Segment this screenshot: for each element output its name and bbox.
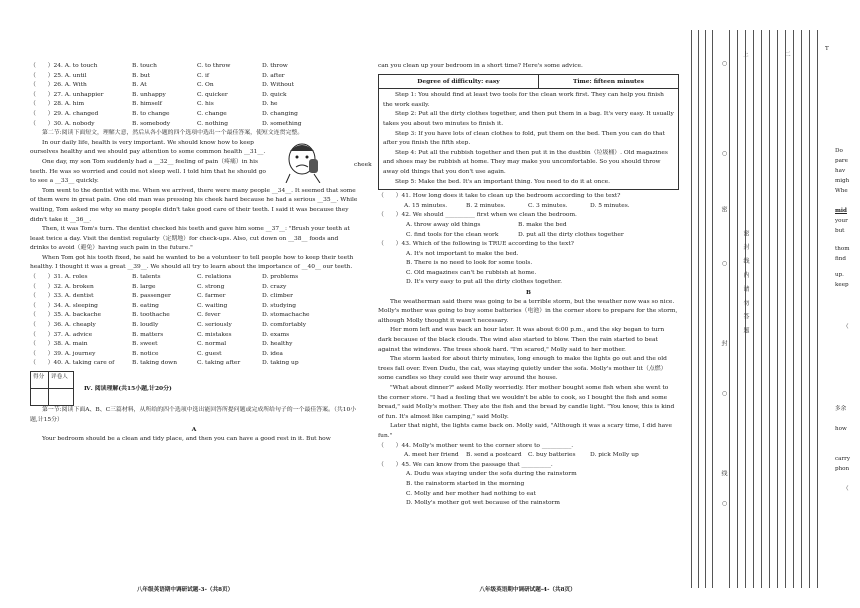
next-page-fragment: hav — [835, 168, 846, 174]
paragraph: The weatherman said there was going to be a terrible storm, but the weather now was so nice. Molly's mother was going to buy some batteries（电池）in the corner store to prepare for the storm, although Molly thought it wasn't necessary. — [378, 298, 678, 324]
next-page-fragment: Do — [835, 148, 843, 154]
binding-line — [712, 30, 713, 588]
paragraph: "What about dinner?" asked Molly worriedly. Her mother bought some fish when she went to the corner store. "I had a feeling that we wouldn't be able to cook, so I bought the fish and some bread," said Molly's mother. They ate the fish and the bread by candle light. "You know, this is kind of fun. It's almost like camping," said Molly. — [378, 385, 675, 420]
step: Step 3: If you have lots of clean clothes to fold, put them on the bed. Then you can do that after you finish the fifth step. — [383, 130, 665, 147]
next-page-fragment: migh — [835, 178, 850, 184]
paragraph: Tom went to the dentist with me. When we arrived, there were many people __34__. It seemed that some of them were in great pain. One old man was pressing his cheek hard because he had a serious __35__. While waiting, Tom asked me why so many people didn't take good care of their teeth. I said it was because they didn't take it __36__. — [30, 187, 358, 223]
option-row: （ ）26. A. With B. At C. On D. Without — [30, 82, 294, 89]
cheek-label: cheek — [354, 161, 372, 168]
binding-line — [793, 30, 794, 588]
section-4-title: Ⅳ. 阅读理解(共15小题,计20分) — [84, 384, 172, 392]
paragraph: In our daily life, health is very important. We should know how to keep ourselves healthy and we should pay attention to some common health __31__. — [30, 139, 266, 156]
next-page-fragment: T — [825, 46, 829, 52]
next-page-fragment: phon — [835, 466, 850, 472]
cut-mark: ○ — [721, 260, 728, 267]
page-footer: 八年级英语期中调研试题-3-（共8页） — [136, 587, 234, 594]
page-footer: 八年级英语期中调研试题-4-（共8页） — [479, 587, 576, 594]
time-cell: Time: fifteen minutes — [538, 74, 678, 89]
question-45: （ ）45. We can know from the passage that __________. — [378, 461, 553, 468]
question-44-options: A. meet her friend B. send a postcard C. buy batteries D. pick Molly up — [404, 452, 639, 459]
option-row: （ ）27. A. unhappier B. unhappy C. quicker D. quick — [30, 91, 287, 98]
next-page-fragment: keep — [835, 282, 849, 288]
paragraph: Then, it was Tom's turn. The dentist checked his teeth and gave him some __37__: "Brush your teeth at least twice a day. Visit the dentist regularly（定期地）for check-ups. Also, cut down on __38__ foods and drinks to avoid（避免）having such pain in the future." — [30, 226, 350, 252]
question-41: （ ）41. How long does it take to clean up the bedroom according to the text? — [378, 193, 621, 200]
paragraph: When Tom got his tooth fixed, he said he wanted to be a volunteer to tell people how to keep their teeth healthy. I thought it was a great __39__. We should all try to learn about the importance of __40__ our teeth. — [30, 254, 354, 271]
difficulty-table — [378, 74, 679, 191]
cut-mark: ○ — [721, 500, 728, 507]
passage-b-label: B — [526, 289, 531, 297]
option-row: （ ）35. A. backache B. toothache C. fever D. stomachache — [30, 312, 310, 319]
option-row: （ ）25. A. until B. but C. if D. after — [30, 72, 285, 79]
option-row: （ ）24. A. to touch B. touch C. to throw D. throw — [30, 63, 288, 69]
next-page-fragment: （ — [843, 324, 849, 330]
paragraph: The storm lasted for about thirty minutes, long enough to make the lights go out and the old trees fall over. Even Dudu, the cat, was staying quietly under the sofa. Molly's mother lit（点燃）some candles so they could see their way around the house. — [378, 356, 667, 382]
option-row: （ ）40. A. taking care of B. taking down C. taking after D. taking up — [30, 360, 299, 367]
left-exam-page — [0, 0, 370, 608]
step: Step 1: You should find at least two tools for the clean work first. They can help you finish the work easily. — [383, 92, 664, 108]
question-43-options: A. It's not important to make the bed. B. There is no need to look for some tools. C. Old magazines can't be rubbish at home. D. It's very easy to put all the dirty clothes together. — [406, 250, 562, 286]
next-page-fragment: （ — [843, 486, 849, 492]
binding-line — [801, 30, 802, 588]
paragraph: One day, my son Tom suddenly had a __32__ feeling of pain（疼痛）in his teeth. He was so worried and could not sleep well. I told him that he should go to see a __33__ quickly. — [30, 158, 266, 185]
passage-a-label: A — [191, 426, 197, 434]
option-row: （ ）28. A. him B. himself C. his D. he — [30, 101, 278, 108]
option-row: （ ）39. A. journey B. notice C. guest D. idea — [30, 350, 283, 357]
question-44: （ ）44. Molly's mother went to the corner store to __________. — [378, 442, 574, 449]
passage-a-intro: can you clean up your bedroom in a short time? Here's some advice. — [378, 63, 583, 69]
seal-mark: 线 — [720, 470, 727, 476]
question-41-options: A. 15 minutes. B. 2 minutes. C. 3 minutes. D. 5 minutes. — [404, 202, 630, 209]
score-box: 得分 评卷人 — [30, 371, 74, 406]
question-42: （ ）42. We should __________ first when we clean the bedroom. — [378, 212, 577, 219]
next-page-fragment: Whe — [835, 188, 848, 194]
next-page-fragment: carry — [835, 456, 850, 462]
next-page-fragment: how — [835, 426, 847, 432]
cloze-options-b — [30, 273, 358, 369]
next-page-fragment: find — [835, 256, 846, 262]
binding-line — [705, 30, 706, 588]
step: Step 2: Put all the dirty clothes together, and then put them in a bag. It's very easy. It usually takes you about two minutes to finish it. — [383, 111, 674, 127]
option-row: （ ）33. A. dentist B. passenger C. farmer D. climber — [30, 293, 293, 300]
binding-line — [785, 30, 786, 588]
binding-line — [777, 30, 778, 588]
option-row: （ ）38. A. main B. sweet C. normal D. healthy — [30, 341, 293, 348]
next-page-fragment: your — [835, 218, 848, 224]
binding-line — [729, 30, 730, 588]
question-43: （ ）43. Which of the following is TRUE according to the text? — [378, 241, 574, 248]
difficulty-cell: Degree of difficulty: easy — [379, 74, 539, 89]
next-page-fragment: pare — [835, 158, 848, 164]
binding-line — [809, 30, 810, 588]
binding-line — [737, 30, 738, 588]
option-row: （ ）29. A. changed B. to change C. change D. changing — [30, 110, 298, 117]
binding-line — [769, 30, 770, 588]
step: Step 4: Put all the rubbish together and then put it in the dustbin（垃圾桶）. Old magazines and shoes may be rubbish at home. They may make you uncomfortable. So you should throw away old things that you don't use again. — [383, 149, 668, 175]
binding-line — [753, 30, 754, 588]
toothache-man-illustration-icon — [280, 141, 334, 183]
binding-line — [691, 30, 692, 588]
section-2-title: 第二节:阅读下面短文，理解大意，然后从各小题的四个选项中选出一个最佳答案，使短文连贯完整。 — [42, 130, 304, 137]
binding-line — [698, 30, 699, 588]
seal-mark: 密 — [720, 206, 727, 212]
option-row: （ ）34. A. sleeping B. eating C. waiting D. studying — [30, 302, 296, 309]
cloze-options-a — [30, 62, 358, 129]
next-page-fragment: mid — [835, 208, 847, 214]
cut-mark: ○ — [721, 60, 728, 67]
cut-mark: ○ — [721, 150, 728, 157]
paragraph: Her mom left and was back an hour later. It was about 6:00 p.m., and the sky began to turn dark because of the black clouds. The wind also started to blow. Then the rain started to beat against the windows. The trees shook hard. "I'm scared," Molly said to her mother. — [378, 327, 665, 353]
option-row: （ ）32. A. broken B. large C. strong D. crazy — [30, 283, 287, 290]
seal-mark: 封 — [720, 340, 727, 346]
next-page-fragment: 多余 — [835, 406, 847, 412]
binding-line — [761, 30, 762, 588]
binding-warning: 密 封 线 内 请 勿 答 题 — [742, 230, 749, 337]
passage-a-text: Your bedroom should be a clean and tidy place, and then you can have a good rest in it. But how — [42, 435, 331, 442]
binding-line — [817, 30, 818, 588]
option-row: （ ）30. A. nobody B. somebody C. nothing D. something — [30, 120, 302, 127]
binding-strip — [685, 0, 860, 608]
question-45-options: A. Dudu was staying under the sofa during the rainstorm B. the rainstorm started in the morning C. Molly and her mother had nothing to eat D. Molly's mother got wet because of the rainstorm — [406, 471, 577, 507]
next-page-fragment: 二 — [785, 52, 791, 58]
right-exam-page — [370, 0, 685, 608]
question-42-options: A. throw away old things B. make the bed C. find tools for the clean work D. put all the dirty clothes together — [406, 221, 624, 238]
cut-mark: ○ — [721, 390, 728, 397]
next-page-fragment: 上 — [743, 52, 749, 58]
paragraph: Later that night, the lights came back on. Molly said, "Although it was a scary time, I did have fun." — [378, 423, 672, 439]
step: Step 5: Make the bed. It's an important thing. You need to do it at once. — [395, 178, 611, 185]
option-row: （ ）37. A. advice B. matters C. mistakes D. exams — [30, 331, 290, 338]
next-page-fragment: up. — [835, 272, 844, 278]
option-row: （ ）36. A. cheaply B. loudly C. seriously D. comfortably — [30, 322, 307, 329]
next-page-fragment: but — [835, 228, 845, 234]
section-4-part-1: 第一节:阅读下面A、B、C三篇材料，从所给的四个选项中选出能回答所提问题或完成所给句子的一个最佳答案。（共10小题,计15分） — [30, 407, 357, 423]
option-row: （ ）31. A. roles B. talents C. relations D. problems — [30, 274, 299, 281]
next-page-fragment: thom — [835, 246, 850, 252]
